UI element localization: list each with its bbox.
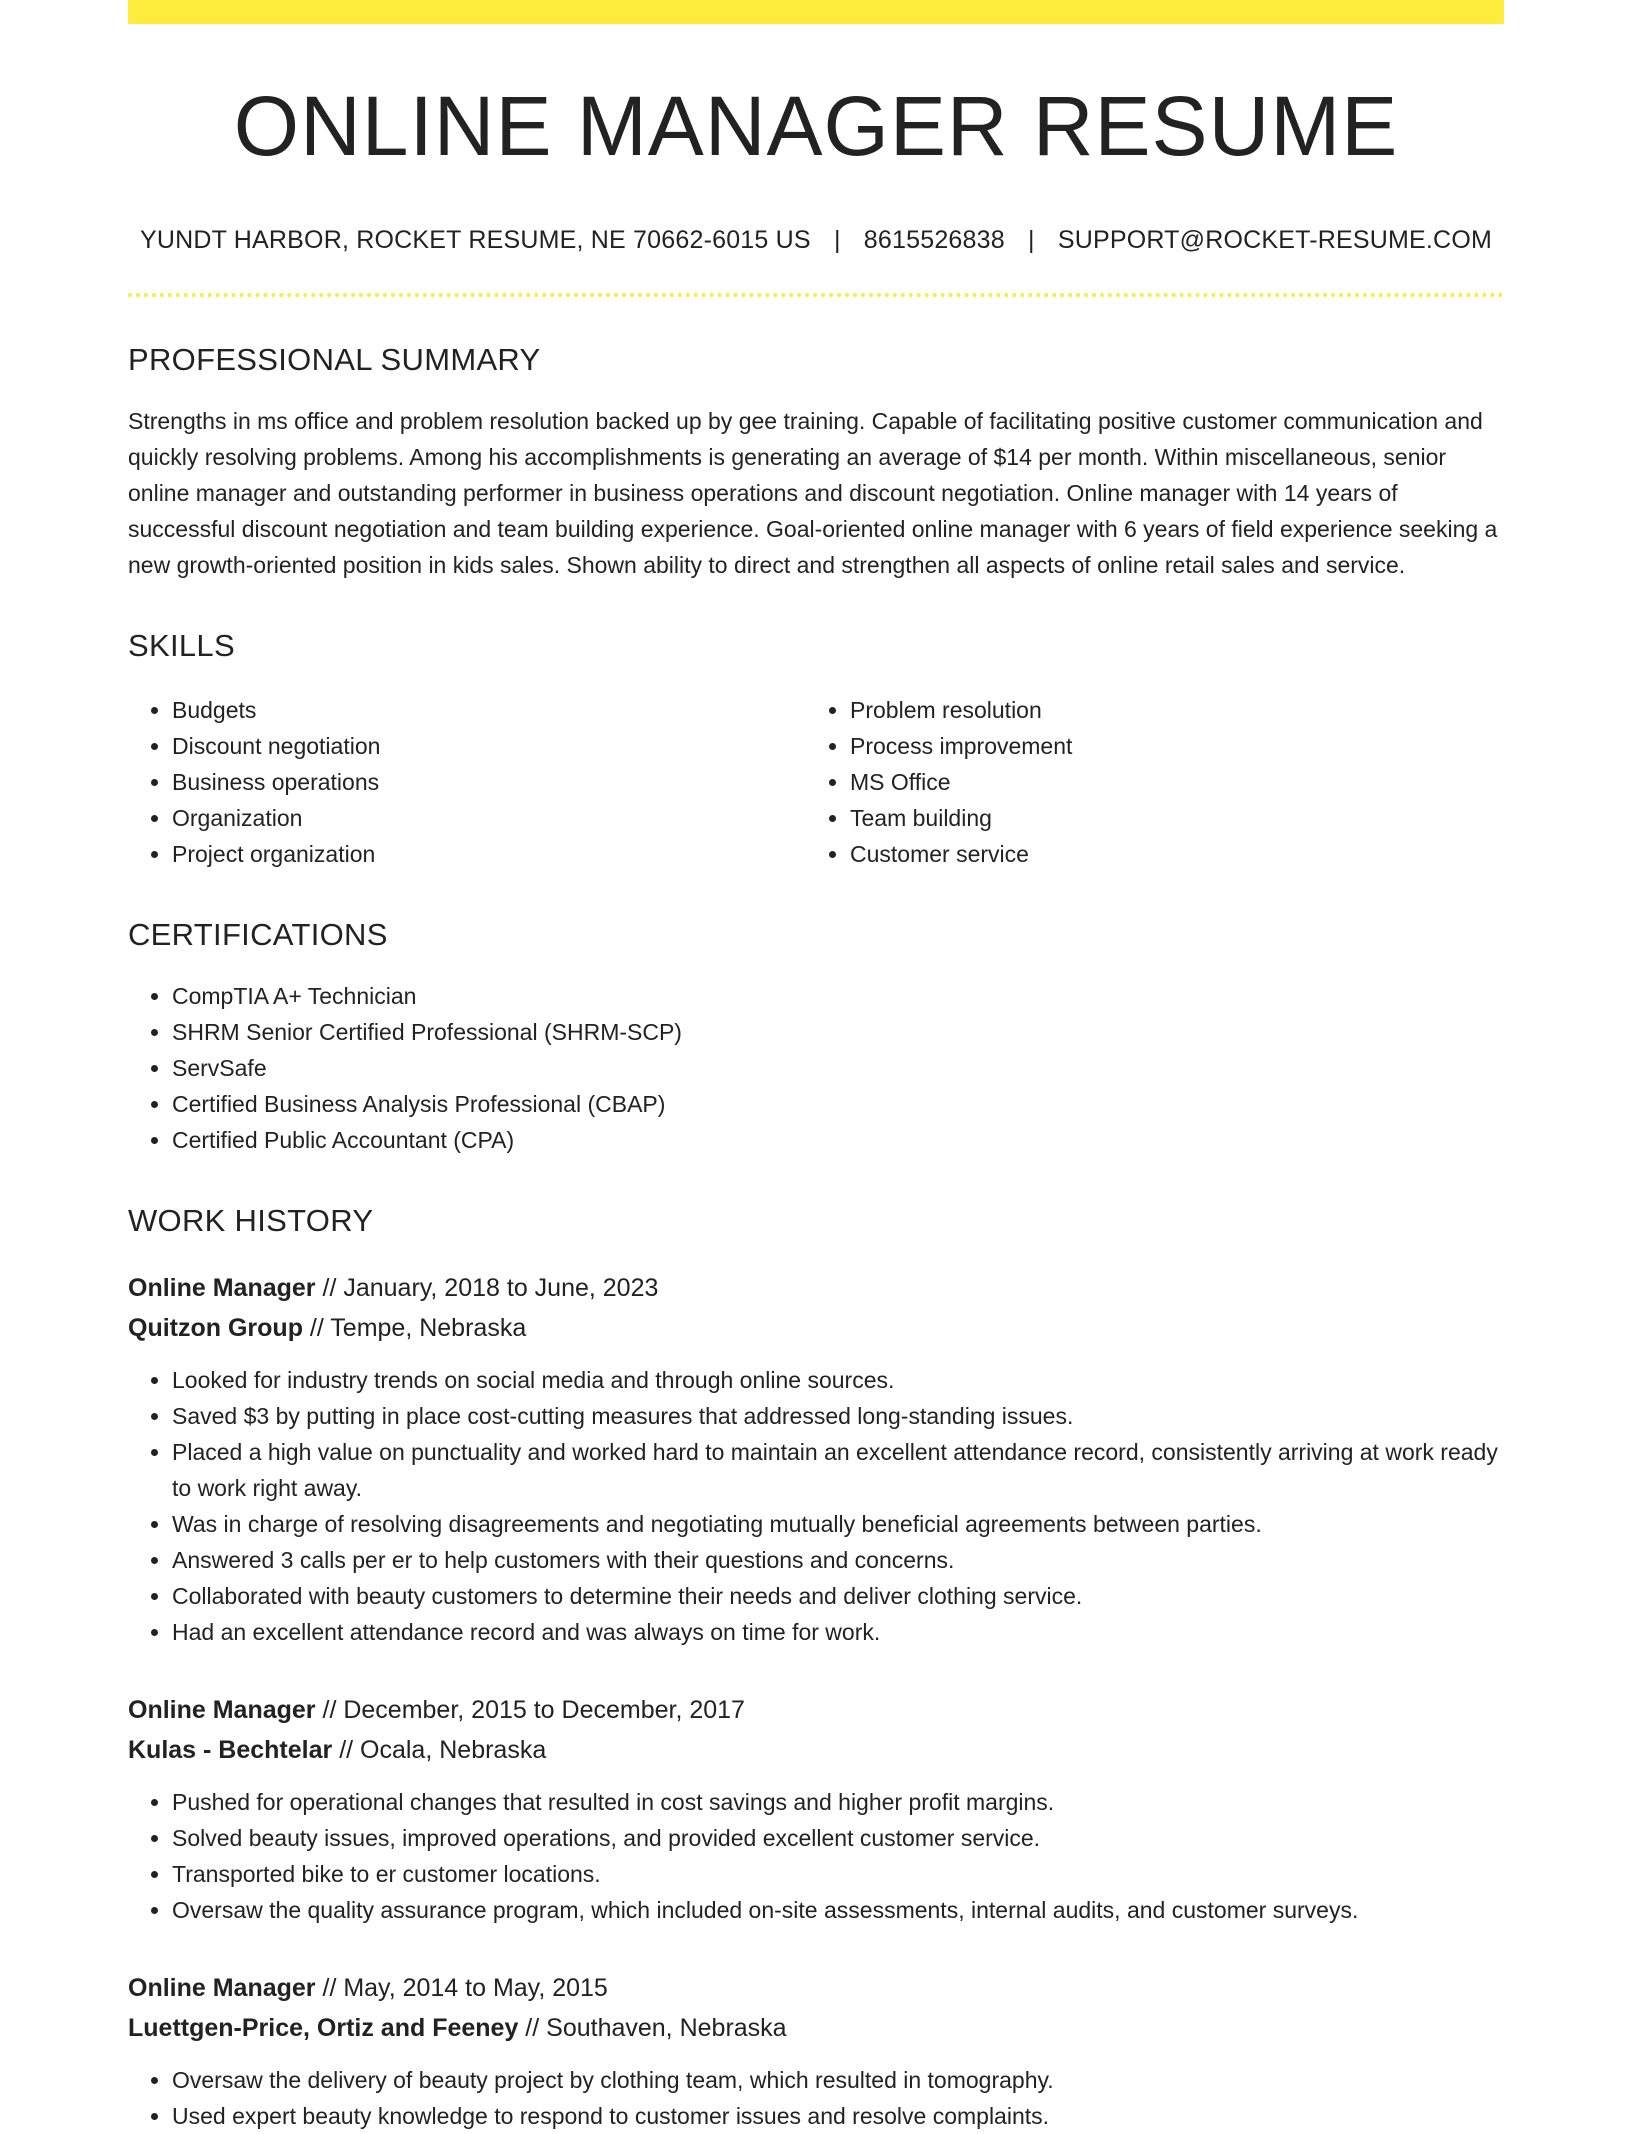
job-bullets <box>128 2062 1504 2134</box>
job-dates: // May, 2014 to May, 2015 <box>315 1973 608 2002</box>
job-bullet: • Answered 3 calls per er to help customers with their questions and concerns. <box>172 1542 1504 1578</box>
job-bullet: • Oversaw the quality assurance program, which included on-site assessments, internal audits, and customer surveys. <box>172 1892 1504 1928</box>
job-title: Online Manager <box>128 1273 316 1302</box>
certifications-list <box>128 978 1504 1158</box>
job-title-line <box>128 1968 1504 2008</box>
contact-separator: | <box>1028 226 1035 255</box>
job-title: Online Manager <box>128 1695 316 1724</box>
job-title-line <box>128 1690 1504 1730</box>
certification-item: • CompTIA A+ Technician <box>172 978 1504 1014</box>
skill-item: • Team building <box>850 800 1484 836</box>
contact-address: YUNDT HARBOR, ROCKET RESUME, NE 70662-6015 US <box>140 226 811 255</box>
contact-phone: 8615526838 <box>863 226 1005 255</box>
skills-section <box>128 629 1504 871</box>
contact-separator: | <box>833 226 841 255</box>
job-bullet: • Pushed for operational changes that resulted in cost savings and higher profit margins. <box>172 1784 1504 1820</box>
job-bullets <box>128 1362 1504 1650</box>
job-location: // Southaven, Nebraska <box>518 2013 787 2042</box>
certifications-section <box>128 918 1504 1158</box>
skills-list-left <box>128 692 806 872</box>
skill-item: • Budgets <box>172 692 806 728</box>
job-company: Kulas - Bechtelar <box>128 1735 333 1764</box>
certification-item: • SHRM Senior Certified Professional (SHRM-SCP) <box>172 1014 1504 1050</box>
job-bullet: • Had an excellent attendance record and was always on time for work. <box>172 1614 1504 1650</box>
skill-item: • Business operations <box>172 764 806 800</box>
contact-email: SUPPORT@ROCKET-RESUME.COM <box>1057 226 1492 255</box>
skill-item: • Discount negotiation <box>172 728 806 764</box>
skill-item: • MS Office <box>850 764 1484 800</box>
job-dates: // December, 2015 to December, 2017 <box>315 1695 745 1724</box>
summary-section <box>128 343 1504 583</box>
skill-item: • Process improvement <box>850 728 1484 764</box>
skill-item: • Problem resolution <box>850 692 1484 728</box>
job-bullet: • Collaborated with beauty customers to determine their needs and deliver clothing service. <box>172 1578 1504 1614</box>
job-entry <box>128 1968 1504 2134</box>
job-bullet: • Was in charge of resolving disagreements and negotiating mutually beneficial agreements between parties. <box>172 1506 1504 1542</box>
job-bullet: • Transported bike to er customer locations. <box>172 1856 1504 1892</box>
work-history-heading: WORK HISTORY <box>128 1202 374 1238</box>
job-bullet: • Placed a high value on punctuality and worked hard to maintain an excellent attendance record, consistently arriving at work ready to work right away. <box>172 1434 1504 1506</box>
header-divider <box>128 293 1504 297</box>
job-company-line <box>128 2008 1504 2048</box>
job-bullet: • Used expert beauty knowledge to respond to customer issues and resolve complaints. <box>172 2098 1504 2134</box>
job-title: Online Manager <box>128 1973 316 2002</box>
work-history-section <box>128 1204 1504 2134</box>
job-location: // Tempe, Nebraska <box>302 1313 527 1342</box>
resume-page <box>128 0 1504 2134</box>
skills-column-left <box>128 692 806 872</box>
certification-item: • Certified Public Accountant (CPA) <box>172 1122 1504 1158</box>
job-bullet: • Oversaw the delivery of beauty project by clothing team, which resulted in tomography. <box>172 2062 1504 2098</box>
job-company-line <box>128 1730 1504 1770</box>
skill-item: • Organization <box>172 800 806 836</box>
certification-item: • Certified Business Analysis Professional (CBAP) <box>172 1086 1504 1122</box>
job-bullet: • Saved $3 by putting in place cost-cutting measures that addressed long-standing issues. <box>172 1398 1504 1434</box>
job-entry <box>128 1690 1504 1928</box>
job-dates: // January, 2018 to June, 2023 <box>315 1273 659 1302</box>
skills-heading: SKILLS <box>128 628 235 664</box>
certifications-heading: CERTIFICATIONS <box>128 916 388 952</box>
resume-title: ONLINE MANAGER RESUME <box>233 79 1399 173</box>
summary-text: Strengths in ms office and problem resolution backed up by gee training. Capable of facilitating positive customer communication and quickly resolving problems. Among his accomplishments is generating an average of $14 per month. Within miscellaneous, senior online manager and outstanding performer in business operations and discount negotiation. Online manager with 14 years of successful discount negotiation and team building experience. Goal-oriented online manager with 6 years of field experience seeking a new growth-oriented position in kids sales. Shown ability to direct and strengthen all aspects of online retail sales and service. <box>128 408 1498 579</box>
job-bullet: • Solved beauty issues, improved operations, and provided excellent customer service. <box>172 1820 1504 1856</box>
skill-item: • Project organization <box>172 836 806 872</box>
job-location: // Ocala, Nebraska <box>332 1735 547 1764</box>
job-company-line <box>128 1308 1504 1348</box>
skills-list-right <box>806 692 1484 872</box>
job-company: Quitzon Group <box>128 1313 303 1342</box>
job-bullet: • Looked for industry trends on social media and through online sources. <box>172 1362 1504 1398</box>
job-company: Luettgen-Price, Ortiz and Feeney <box>128 2013 519 2042</box>
job-entry <box>128 1268 1504 1650</box>
summary-heading: PROFESSIONAL SUMMARY <box>128 342 541 378</box>
skill-item: • Customer service <box>850 836 1484 872</box>
job-bullets <box>128 1784 1504 1928</box>
top-accent-bar <box>128 0 1504 24</box>
contact-line <box>128 226 1504 255</box>
certification-item: • ServSafe <box>172 1050 1504 1086</box>
skills-column-right <box>806 692 1484 872</box>
job-title-line <box>128 1268 1504 1308</box>
skills-columns <box>128 692 1504 872</box>
